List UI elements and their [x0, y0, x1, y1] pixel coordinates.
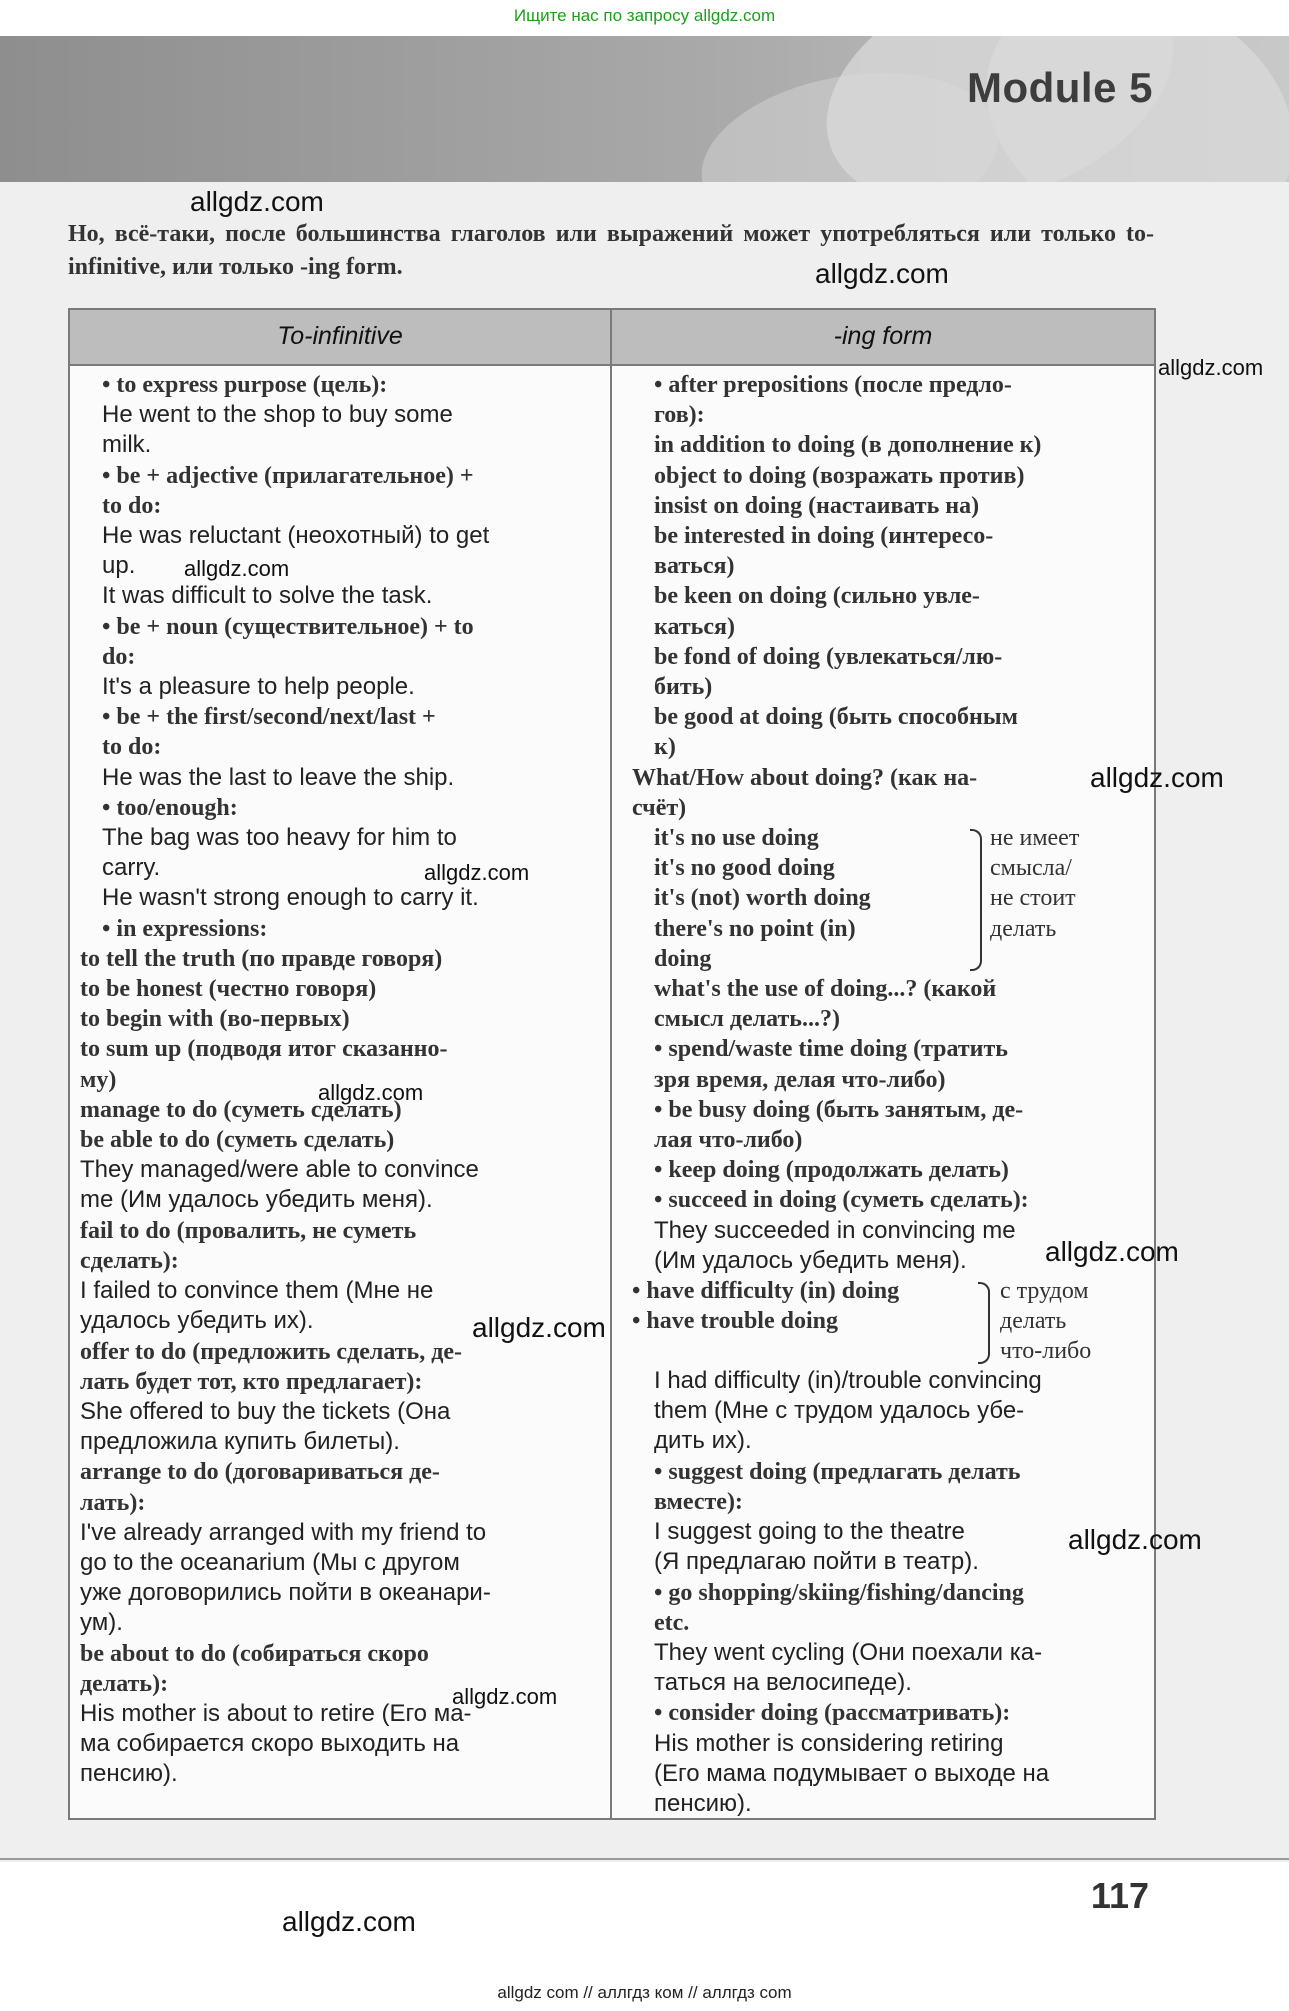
- rule-line: ваться): [654, 553, 735, 580]
- brace-line: doing: [654, 945, 712, 972]
- example-line: It's a pleasure to help people.: [102, 673, 415, 701]
- rule-line: to be honest (честно говоря): [80, 976, 377, 1003]
- watermark: allgdz.com: [472, 1312, 606, 1343]
- example-line: (Им удалось убедить меня).: [654, 1246, 967, 1274]
- example-line: They managed/were able to convince: [80, 1156, 479, 1184]
- example-line: go to the oceanarium (Мы с другом: [80, 1548, 460, 1576]
- top-banner-link[interactable]: Ищите нас по запросу allgdz.com: [513, 6, 776, 25]
- rule-line: делать):: [80, 1670, 169, 1697]
- grammar-table: [68, 308, 1156, 1820]
- example-line: He was reluctant (неохотный) to get: [102, 522, 490, 550]
- brace-line: не имеет: [990, 825, 1080, 852]
- rule-line: • in expressions:: [102, 915, 268, 942]
- rule-line: fail to do (провалить, не суметь: [80, 1217, 417, 1244]
- col-header-ing-form: -ing form: [833, 322, 933, 350]
- brace-line: что-либо: [1000, 1338, 1092, 1365]
- example-line: уже договорились пойти в океанари-: [80, 1579, 491, 1607]
- rule-line: бить): [654, 674, 713, 701]
- example-line: They succeeded in convincing me: [654, 1216, 1016, 1244]
- brace-meaning: [1000, 1276, 1091, 1367]
- brace-icon: [970, 829, 982, 971]
- example-line: She offered to buy the tickets (Она: [80, 1397, 451, 1425]
- module-title: Module 5: [966, 64, 1153, 111]
- example-line: дить их).: [654, 1427, 752, 1455]
- intro-paragraph: Но, всё-таки, после большинства глаголов или выражений может употребляться или только to-infinitive, или только -ing form.: [68, 221, 1154, 280]
- rule-line: лая что-либо): [654, 1127, 803, 1154]
- footer-divider: [0, 1858, 1289, 1860]
- example-line: them (Мне с трудом удалось убе-: [654, 1397, 1025, 1425]
- brace-line: it's no use doing: [654, 825, 819, 852]
- brace-line: не стоит: [990, 885, 1076, 912]
- example-line: It was difficult to solve the task.: [102, 582, 433, 610]
- rule-line: arrange to do (договариваться де-: [80, 1459, 440, 1486]
- rule-line: to sum up (подводя итог сказанно-: [80, 1036, 448, 1063]
- watermark: allgdz.com: [1158, 355, 1264, 380]
- example-line: ум).: [80, 1609, 123, 1637]
- watermark: allgdz.com: [815, 258, 949, 289]
- rule-line: к): [654, 734, 676, 761]
- example-line: carry.: [102, 854, 161, 882]
- example-line: I suggest going to the theatre: [654, 1518, 965, 1546]
- brace-line: it's (not) worth doing: [654, 885, 871, 912]
- rule-line: • be + adjective (прилагательное) +: [102, 462, 474, 489]
- page-number: 117: [1090, 1875, 1149, 1916]
- rule-line: му): [80, 1066, 117, 1093]
- ing-form-column: [632, 370, 1146, 1819]
- example-line: (Я предлагаю пойти в театр).: [654, 1548, 979, 1576]
- rule-line: смысл делать...?): [654, 1006, 840, 1033]
- example-line: The bag was too heavy for him to: [102, 824, 457, 852]
- col-header-to-infinitive: To-infinitive: [277, 322, 403, 350]
- example-line: (Его мама подумывает о выходе на: [654, 1759, 1050, 1787]
- rule-line: in addition to doing (в дополнение к): [654, 432, 1042, 459]
- rule-line: • spend/waste time doing (тратить: [654, 1036, 1008, 1063]
- example-line: He was the last to leave the ship.: [102, 763, 455, 791]
- watermark: allgdz.com: [424, 860, 530, 885]
- rule-line: • be + noun (существительное) + to: [102, 613, 474, 640]
- brace-group-difficulty: [632, 1276, 1146, 1366]
- brace-line: смысла/: [990, 855, 1072, 882]
- example-line: I've already arranged with my friend to: [80, 1518, 487, 1546]
- rule-line: • succeed in doing (суметь сделать):: [654, 1187, 1029, 1214]
- column-divider: [610, 310, 612, 1818]
- rule-line: to begin with (во-первых): [80, 1006, 350, 1033]
- bottom-banner-links[interactable]: allgdz com // аллгдз ком // аллгдз com: [497, 1983, 792, 2002]
- rule-line: зря время, делая что-либо): [654, 1066, 946, 1093]
- brace-line: • have trouble doing: [632, 1308, 838, 1335]
- watermark: allgdz.com: [318, 1080, 424, 1105]
- example-line: пенсию).: [654, 1789, 752, 1817]
- rule-line: do:: [102, 643, 136, 670]
- example-line: up.: [102, 552, 136, 580]
- rule-line: каться): [654, 613, 735, 640]
- rule-line: What/How about doing? (как на-: [632, 764, 978, 791]
- ing-rules-part-a: [632, 370, 1146, 823]
- watermark: allgdz.com: [1045, 1236, 1179, 1267]
- example-line: me (Им удалось убедить меня).: [80, 1186, 433, 1214]
- rule-line: be interested in doing (интересо-: [654, 523, 994, 550]
- ing-rules-part-b: [632, 974, 1146, 1276]
- brace-line: • have difficulty (in) doing: [632, 1278, 900, 1305]
- rule-line: to do:: [102, 734, 162, 761]
- rule-line: сделать):: [80, 1247, 179, 1274]
- rule-line: be able to do (суметь сделать): [80, 1127, 395, 1154]
- rule-line: • be + the first/second/next/last +: [102, 704, 436, 731]
- rule-line: • to express purpose (цель):: [102, 372, 388, 398]
- example-line: His mother is considering retiring: [654, 1729, 1004, 1757]
- rule-line: • go shopping/skiing/fishing/dancing: [654, 1579, 1024, 1606]
- brace-line: it's no good doing: [654, 855, 835, 882]
- example-line: They went cycling (Они поехали ка-: [654, 1638, 1043, 1666]
- example-line: He wasn't strong enough to carry it.: [102, 884, 479, 912]
- example-line: предложила купить билеты).: [80, 1428, 400, 1456]
- brace-line: делать: [1000, 1308, 1067, 1335]
- brace-line: с трудом: [1000, 1278, 1089, 1305]
- rule-line: • consider doing (рассматривать):: [654, 1700, 1011, 1727]
- rule-line: • after prepositions (после предло-: [654, 372, 1012, 398]
- example-line: I had difficulty (in)/trouble convincing: [654, 1367, 1042, 1395]
- rule-line: лать):: [80, 1489, 146, 1516]
- example-line: ма собирается скоро выходить на: [80, 1730, 460, 1758]
- rule-line: лать будет тот, кто предлагает):: [80, 1368, 423, 1395]
- watermark: allgdz.com: [452, 1684, 558, 1709]
- brace-meaning: [990, 823, 1079, 944]
- rule-line: to do:: [102, 492, 162, 519]
- rule-line: вместе):: [654, 1488, 743, 1515]
- rule-line: be about to do (собираться скоро: [80, 1640, 429, 1667]
- rule-line: be keen on doing (сильно увле-: [654, 583, 980, 610]
- watermark: allgdz.com: [1068, 1524, 1202, 1555]
- brace-icon: [978, 1282, 990, 1364]
- example-line: I failed to convince them (Мне не: [80, 1277, 434, 1305]
- example-line: таться на велосипеде).: [654, 1669, 912, 1697]
- example-line: He went to the shop to buy some: [102, 401, 453, 429]
- example-line: milk.: [102, 431, 152, 459]
- example-line: His mother is about to retire (Его ма-: [80, 1699, 472, 1727]
- example-line: пенсию).: [80, 1760, 178, 1788]
- rule-line: • too/enough:: [102, 794, 238, 821]
- rule-line: etc.: [654, 1609, 690, 1636]
- watermark: allgdz.com: [184, 556, 290, 581]
- watermark: allgdz.com: [190, 186, 324, 217]
- rule-line: • suggest doing (предлагать делать: [654, 1458, 1021, 1485]
- rule-line: счёт): [632, 794, 687, 821]
- example-line: удалось убедить их).: [80, 1307, 314, 1335]
- rule-line: to tell the truth (по правде говоря): [80, 945, 443, 972]
- rule-line: insist on doing (настаивать на): [654, 492, 980, 519]
- rule-line: offer to do (предложить сделать, де-: [80, 1338, 462, 1365]
- rule-line: • be busy doing (быть занятым, де-: [654, 1096, 1024, 1123]
- table-header: [70, 310, 1154, 366]
- watermark: allgdz.com: [282, 1906, 416, 1937]
- rule-line: be good at doing (быть способным: [654, 704, 1018, 731]
- watermark: allgdz.com: [1090, 762, 1224, 793]
- rule-line: manage to do (суметь сделать): [80, 1096, 402, 1123]
- rule-line: object to doing (возражать против): [654, 462, 1025, 489]
- rule-line: what's the use of doing...? (какой: [654, 976, 997, 1003]
- brace-line: there's no point (in): [654, 915, 856, 942]
- rule-line: гов):: [654, 402, 705, 429]
- brace-line: делать: [990, 915, 1057, 942]
- brace-group-no-point: [632, 823, 1146, 974]
- rule-line: • keep doing (продолжать делать): [654, 1157, 1009, 1184]
- ing-rules-part-c: [632, 1366, 1146, 1819]
- rule-line: be fond of doing (увлекаться/лю-: [654, 643, 1003, 670]
